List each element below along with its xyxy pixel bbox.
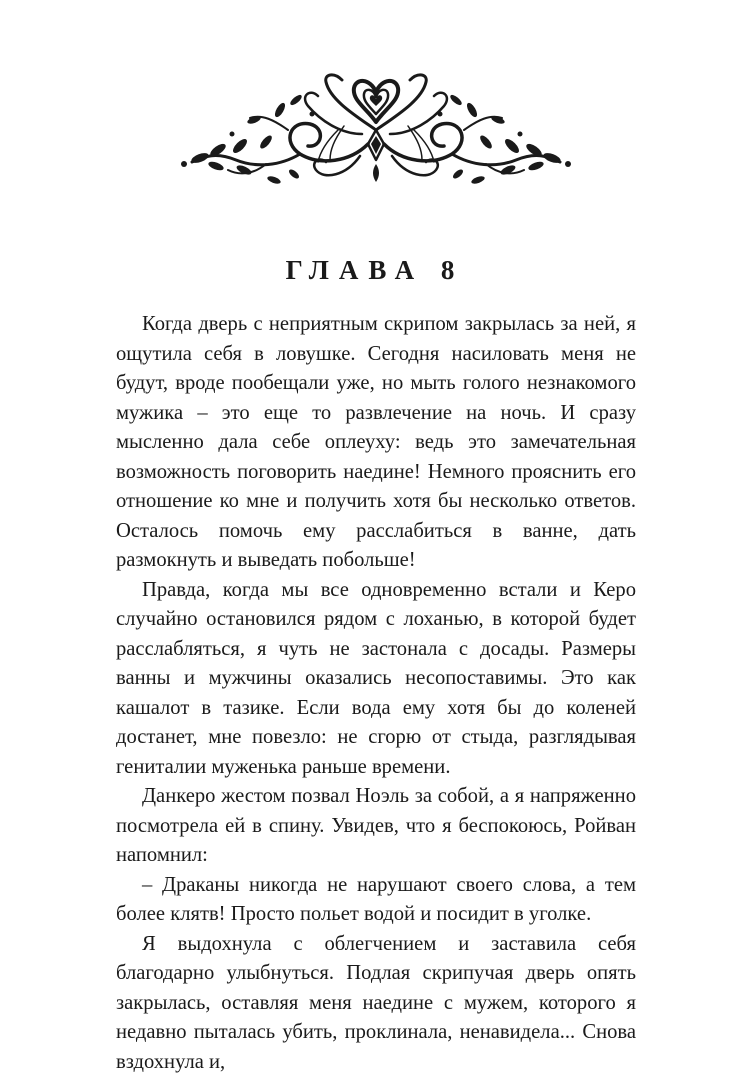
paragraph: – Драканы никогда не нарушают своего слова, а тем более клятв! Просто польет водой и посидит в уголке. bbox=[116, 871, 636, 930]
chapter-text bbox=[116, 310, 636, 1077]
heart-flourish-ornament bbox=[170, 70, 582, 200]
paragraph: Я выдохнула с облегчением и заставила себя благодарно улыбнуться. Подлая скрипучая дверь опять закрылась, оставляя меня наедине с мужем, которого я недавно пыталась убить, проклинала, ненавидела... Снова вздохнула и, bbox=[116, 930, 636, 1077]
chapter-title: ГЛАВА 8 bbox=[0, 255, 750, 286]
paragraph: Данкеро жестом позвал Ноэль за собой, а я напряженно посмотрела ей в спину. Увидев, что я беспокоюсь, Ройван напомнил: bbox=[116, 782, 636, 871]
paragraph: Правда, когда мы все одновременно встали и Керо случайно остановился рядом с лоханью, в которой будет расслабляться, я чуть не застонала с досады. Размеры ванны и мужчины оказались несопоставимы. Это как кашалот в тазике. Если вода ему хотя бы до коленей достанет, мне повезло: не сгорю от стыда, разглядывая гениталии муженька раньше времени. bbox=[116, 576, 636, 783]
paragraph: Когда дверь с неприятным скрипом закрылась за ней, я ощутила себя в ловушке. Сегодня насиловать меня не будут, вроде пообещали уже, но мыть голого незнакомого мужика – это еще то развлечение на ночь. И сразу мысленно дала себе оплеуху: ведь это замечательная возможность поговорить наедине! Немного прояснить его отношение ко мне и получить хотя бы несколько ответов. Осталось помочь ему расслабиться в ванне, дать размокнуть и выведать побольше! bbox=[116, 310, 636, 576]
